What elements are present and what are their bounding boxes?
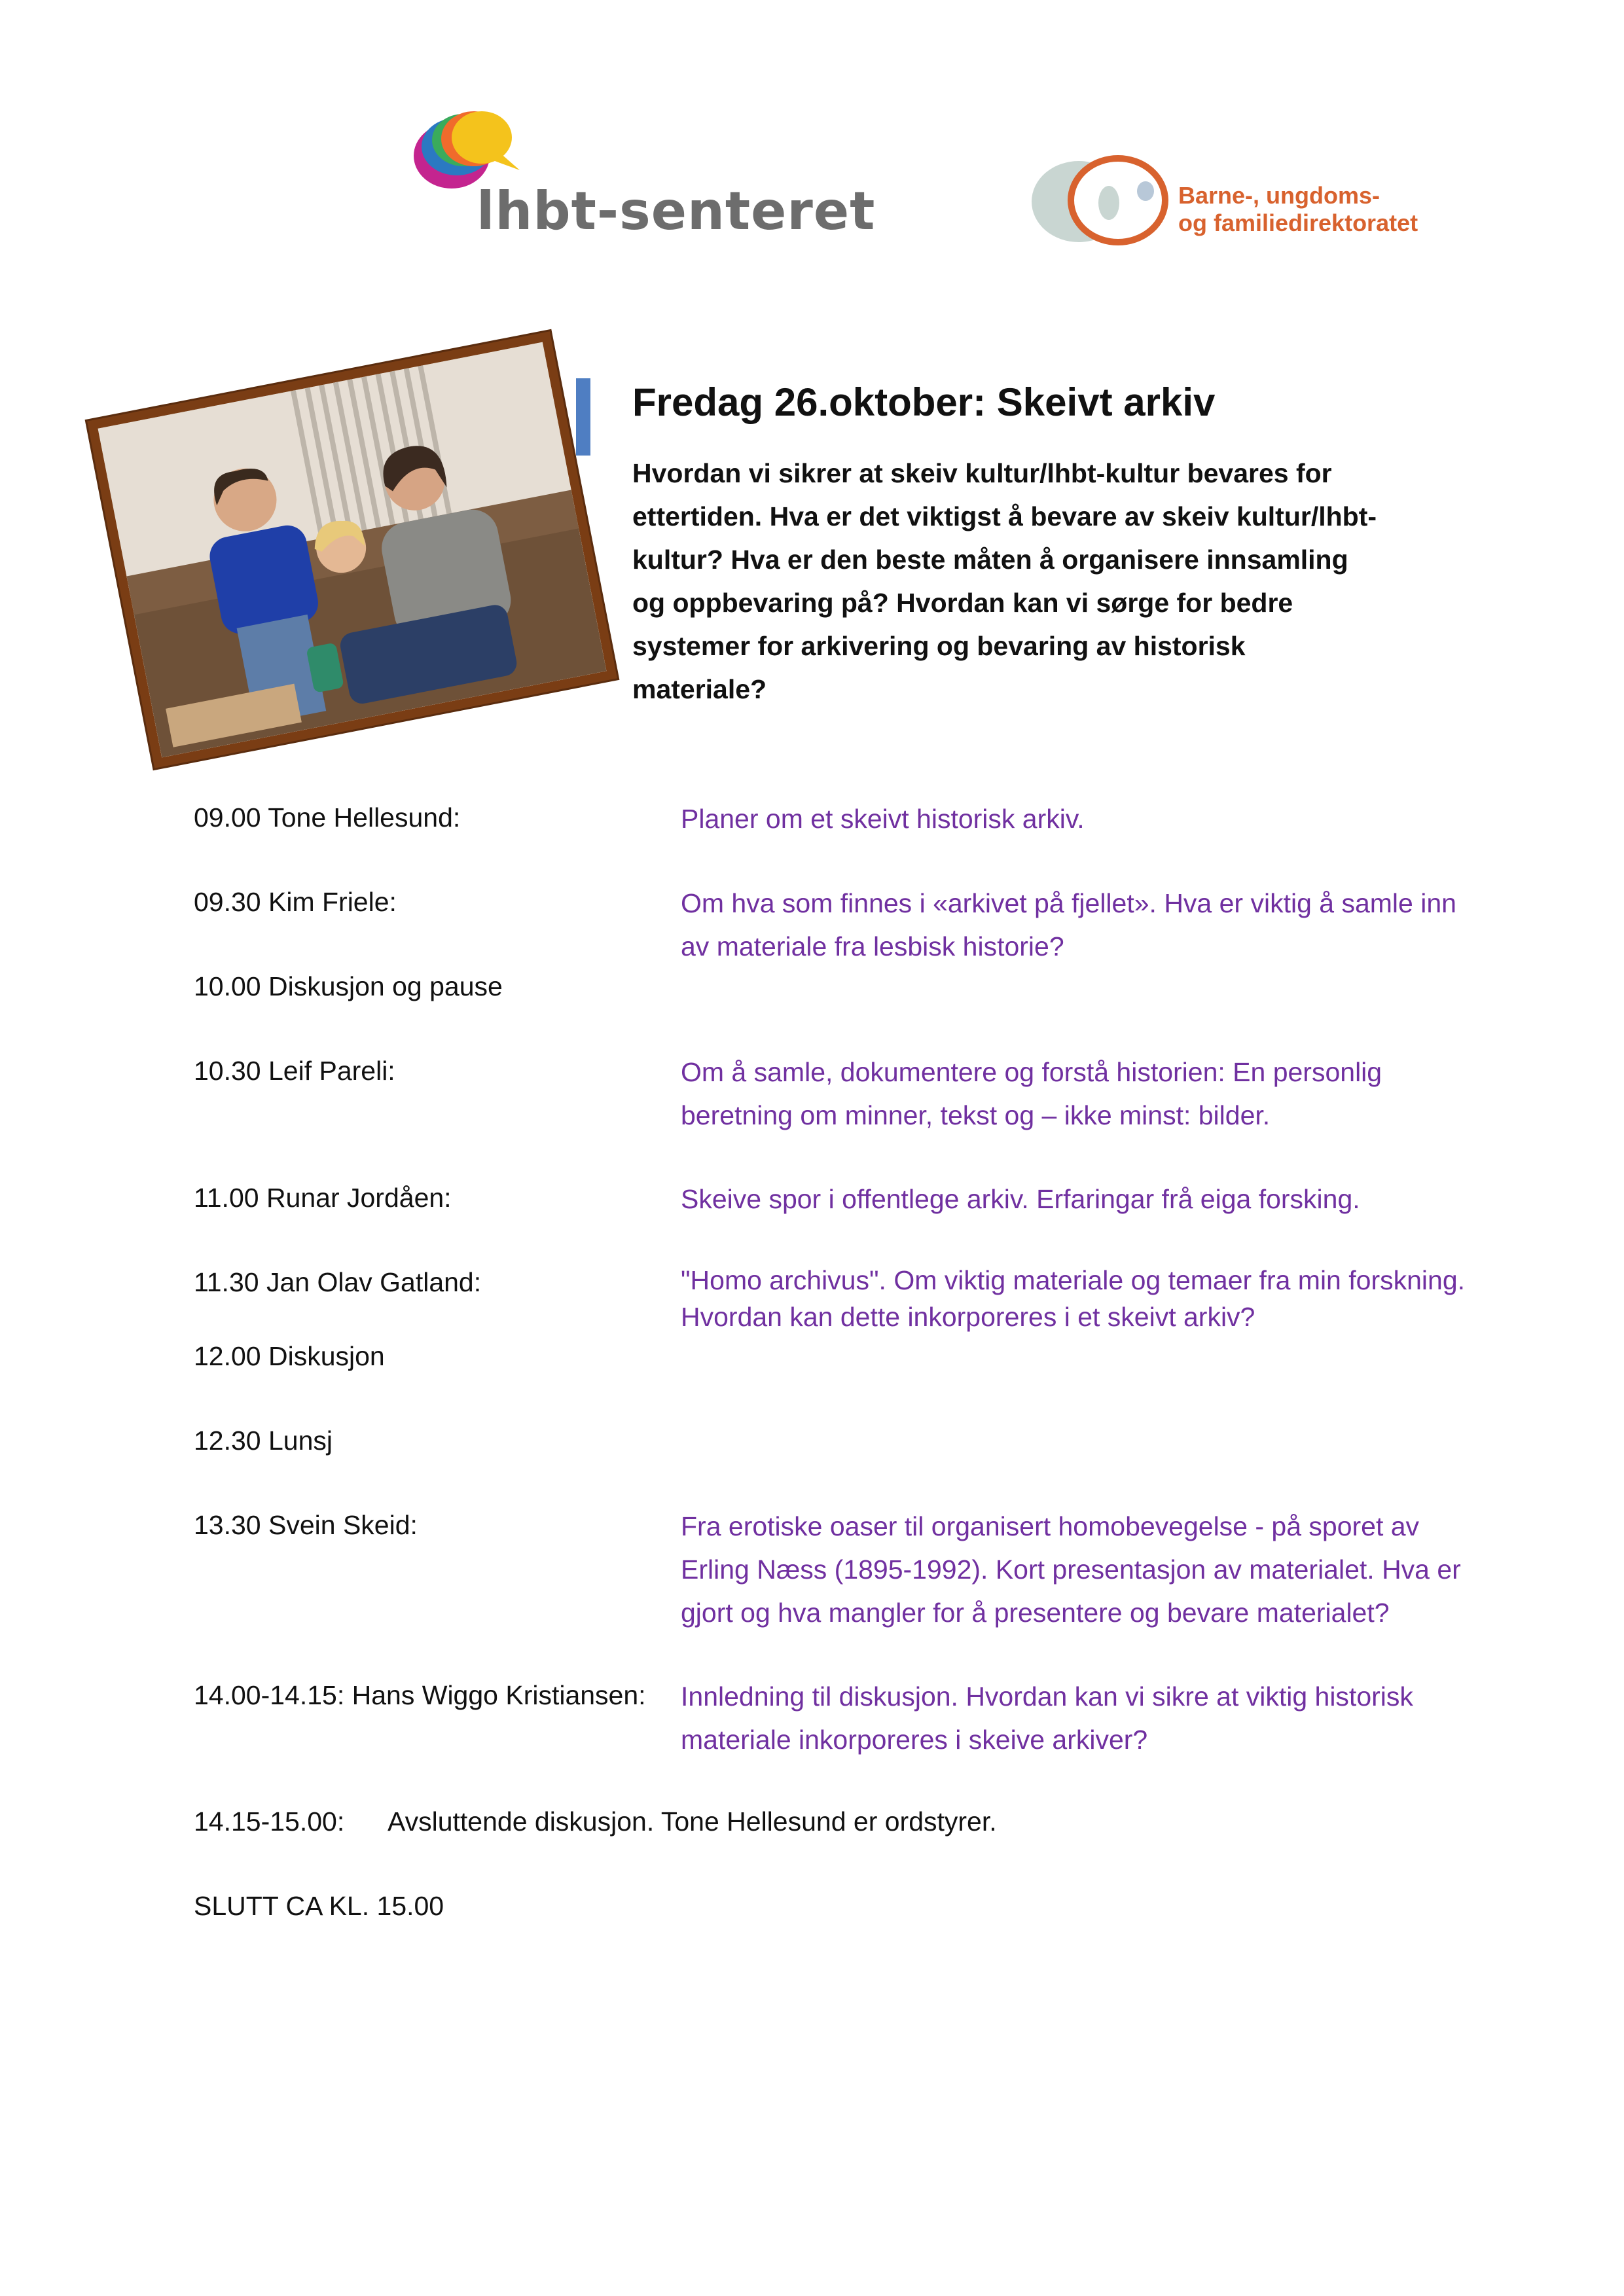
agenda-description: Innledning til diskusjon. Hvordan kan vi sikre at viktig historisk materiale inkorporeres i skeive arkiver? xyxy=(681,1681,1413,1755)
agenda-description: Om å samle, dokumentere og forstå historien: En personlig beretning om minner, tekst og – ikke minst: bilder. xyxy=(681,1057,1382,1130)
intro-paragraph: Hvordan vi sikrer at skeiv kultur/lhbt-kultur bevares for ettertiden. Hva er det viktigst å bevare av skeiv kultur/lhbt-kultur? Hva er den beste måten å organisere innsamling og oppbevaring på? Hvordan kan vi sørge for bedre systemer for arkivering og bevaring av historisk materiale? xyxy=(632,458,1377,704)
agenda-time: 11.30 Jan Olav Gatland: xyxy=(194,1267,482,1297)
agenda-time: 12.30 Lunsj xyxy=(194,1426,333,1456)
agenda-description: Fra erotiske oaser til organisert homobevegelse - på sporet av Erling Næss (1895-1992). Kort presentasjon av materialet. Hva er gjort og hva mangler for å presentere og bevare materialet? xyxy=(681,1511,1461,1628)
bufdir-logo-text xyxy=(1178,182,1418,237)
agenda-time: 10.00 Diskusjon og pause xyxy=(194,971,503,1001)
page-title: Fredag 26.oktober: Skeivt arkiv xyxy=(632,380,1216,424)
photo-illustration xyxy=(98,342,607,758)
closing-time: 14.15-15.00: xyxy=(194,1806,345,1837)
agenda-time: 12.00 Diskusjon xyxy=(194,1341,385,1371)
agenda-time: 09.30 Kim Friele: xyxy=(194,887,397,917)
lhbt-senteret-logo xyxy=(401,105,876,255)
agenda-time: 13.30 Svein Skeid: xyxy=(194,1510,418,1540)
agenda-description: "Homo archivus". Om viktig materiale og temaer fra min forskning. Hvordan kan dette inkorporeres i et skeivt arkiv? xyxy=(681,1265,1466,1332)
closing-text: Avsluttende diskusjon. Tone Hellesund er ordstyrer. xyxy=(388,1806,997,1837)
agenda-description: Om hva som finnes i «arkivet på fjellet». Hva er viktig å samle inn av materiale fra lesbisk historie? xyxy=(681,888,1456,961)
bufdir-line-1: Barne-, ungdoms- xyxy=(1178,182,1380,209)
agenda-description: Planer om et skeivt historisk arkiv. xyxy=(681,804,1085,834)
lhbt-logo-text: lhbt-senteret xyxy=(477,181,876,242)
bufdir-face-icon xyxy=(1026,149,1177,254)
family-photo-image xyxy=(98,342,607,758)
agenda-time: 10.30 Leif Pareli: xyxy=(194,1056,395,1086)
agenda-description: Skeive spor i offentlege arkiv. Erfaringar frå eiga forsking. xyxy=(681,1184,1360,1214)
bufdir-logo xyxy=(1026,149,1485,254)
end-note: SLUTT CA KL. 15.00 xyxy=(194,1891,444,1921)
accent-bar xyxy=(576,378,590,456)
family-photo xyxy=(87,331,617,768)
agenda-time: 14.00-14.15: Hans Wiggo Kristiansen: xyxy=(194,1680,646,1710)
agenda-time: 09.00 Tone Hellesund: xyxy=(194,802,461,833)
bufdir-line-2: og familiedirektoratet xyxy=(1178,209,1418,236)
agenda-time: 11.00 Runar Jordåen: xyxy=(194,1183,452,1213)
